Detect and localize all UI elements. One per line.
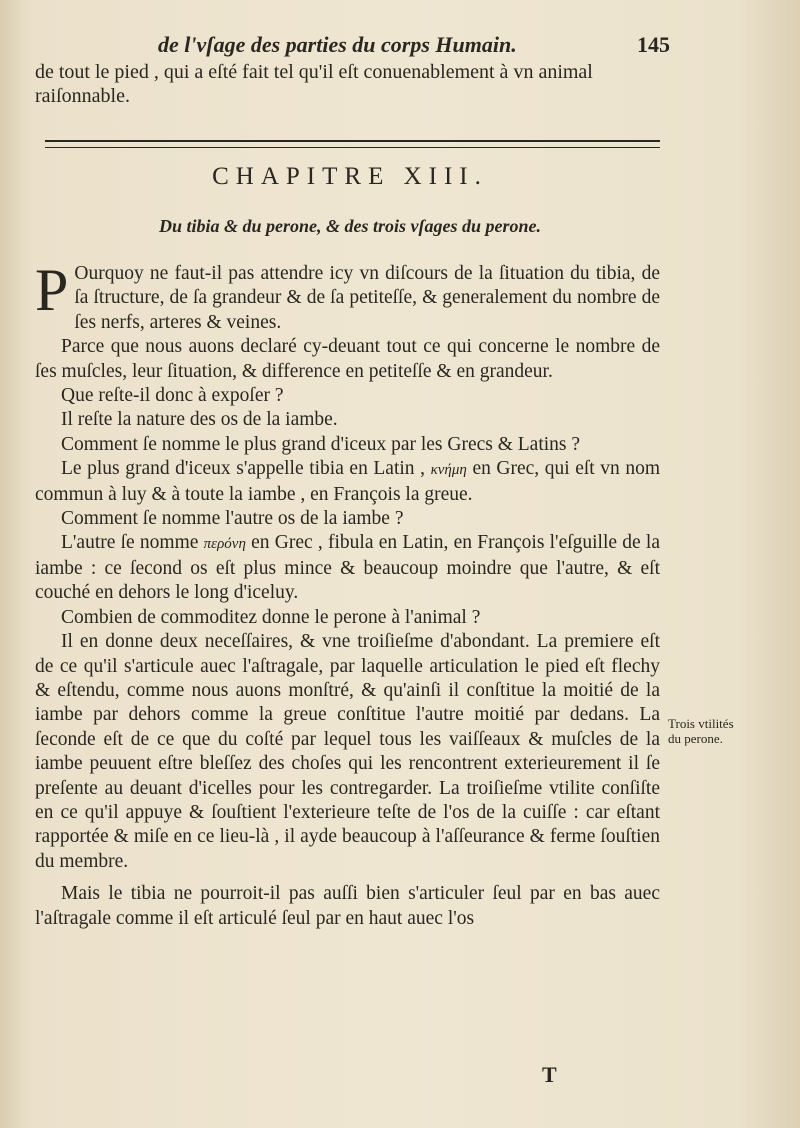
running-header [150,32,670,60]
running-title: de l'vſage des parties du corps Humain. [158,32,517,57]
paragraph-6-text-b: en Grec, qui eſt vn nom commun à luy & à toute la iambe , en François la greue. [35,458,661,505]
margin-note: Trois vtilités du perone. [668,716,734,746]
greek-word-kneme: κνήμη [430,462,467,479]
paragraph-8 [35,531,660,605]
paragraph-7: Comment ſe nomme l'autre os de la iambe ? [61,508,404,530]
paragraph-8-text-b: en Grec , fibula en Latin, en François l'eſguille de la iambe : ce ſecond os eſt plus mince & beaucoup moindre que l'autre, & eſt couché en dehors le long d'iceluy. [35,532,660,604]
paragraph-gap [35,874,660,882]
paragraph-8-text-a: L'autre ſe nomme [61,532,199,554]
greek-word-perone: περόνη [203,536,246,553]
page-number: 145 [637,32,670,57]
chapter-subtitle: Du tibia & du perone, & des trois vſages du perone. [158,216,541,236]
chapter-divider [45,140,660,148]
paragraph-1-text: Ourquoy ne faut-il pas attendre icy vn diſcours de la ſituation du tibia, de ſa ſtructure, de ſa grandeur & de ſa petiteſſe, & generalement du nombre de ſes nerfs, arteres & veines. [74,263,660,333]
body-text [35,257,661,931]
paragraph-10: Il en donne deux neceſſaires, & vne troiſieſme d'abondant. La premiere eſt de ce qu'il s'articule auec l'aſtragale, par laquelle articulation le pied eſt flechy & eſtendu, comme nous auons monſtré, & qu'ainſi il conſtitue la moitié de la iambe par dehors comme la greue conſtitue l'autre moitié par dedans. La ſeconde eſt de ce que du coſté par lequel tous les vaiſſeaux & muſcles de la iambe peuuent eſtre bleſſez des choſes qui les rencontrent exterieurement il ſe preſente au deuant d'icelles pour les contregarder. La troiſieſme vtilite conſiſte en ce qu'il appuye & ſouſtient l'exterieure teſte de l'os de la cuiſſe : car eſtant rapportée & miſe en ce lieu-là , il ayde beaucoup à l'aſſeurance & ferme ſouſtien du membre. [35,631,660,872]
intro-text: de tout le pied , qui a eſté fait tel qu'il eſt conuenablement à vn animal raiſonnable. [35,61,593,107]
paragraph-11: Mais le tibia ne pourroit-il pas auſſi bien s'articuler ſeul par en bas auec l'aſtragale comme il eſt articulé ſeul par en haut auec l'os [35,883,660,929]
paragraph-5: Comment ſe nomme le plus grand d'iceux par les Grecs & Latins ? [61,433,581,455]
drop-cap: P [35,257,69,323]
paragraph-3: Que reſte-il donc à expoſer ? [61,385,284,407]
paragraph-1 [35,257,660,335]
chapter-heading: CHAPITRE XIII. [212,163,488,190]
paragraph-6-text-a: Le plus grand d'iceux s'appelle tibia en Latin , [61,458,425,480]
paragraph-6 [35,457,660,507]
paragraph-2: Parce que nous auons declaré cy-deuant tout ce qui concerne le nombre de ſes muſcles, leur ſituation, & difference en petiteſſe & en grandeur. [35,336,660,382]
signature-mark: T [542,1062,557,1087]
paragraph-4: Il reſte la nature des os de la iambe. [61,409,338,431]
paragraph-9: Combien de commoditez donne le perone à l'animal ? [61,606,481,628]
